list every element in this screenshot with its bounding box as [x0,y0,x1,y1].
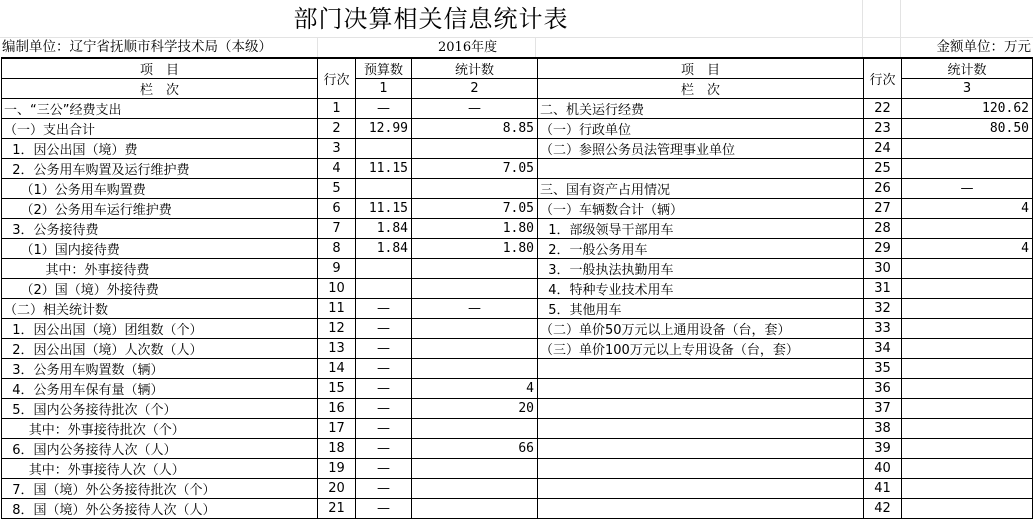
left-item-name: 1．因公出国（境）团组数（个） [2,319,318,339]
left-budget [356,139,412,159]
right-seq: 39 [864,439,902,459]
left-seq: 16 [318,399,356,419]
right-stat [902,339,1033,359]
left-budget: — [356,419,412,439]
right-seq: 28 [864,219,902,239]
left-item-name: （一）支出合计 [2,119,318,139]
left-budget [356,279,412,299]
table-row [2,359,1033,379]
table-row [2,99,1033,119]
right-item-name: 5．其他用车 [538,299,864,319]
left-item-name: （1）公务用车购置费 [2,179,318,199]
right-stat [902,459,1033,479]
right-stat: 4 [902,199,1033,219]
right-item-name [538,399,864,419]
left-stat: — [412,299,538,319]
right-seq: 35 [864,359,902,379]
right-stat [902,139,1033,159]
left-budget [356,259,412,279]
right-seq: 32 [864,299,902,319]
left-seq: 5 [318,179,356,199]
table-row [2,199,1033,219]
table-row [2,119,1033,139]
right-stat: 80.50 [902,119,1033,139]
header-row-1 [2,58,1033,79]
left-seq: 13 [318,339,356,359]
right-seq: 37 [864,399,902,419]
left-budget: — [356,299,412,319]
left-budget: 11.15 [356,199,412,219]
table-row [2,459,1033,479]
right-stat [902,359,1033,379]
left-seq: 3 [318,139,356,159]
left-item-name: 3．公务用车购置数（辆） [2,359,318,379]
left-item-name: 一、“三公”经费支出 [2,99,318,119]
right-seq: 29 [864,239,902,259]
right-seq: 41 [864,479,902,499]
right-stat [902,279,1033,299]
right-item-name: 3．一般执法执勤用车 [538,259,864,279]
table-row [2,399,1033,419]
header-column-right: 栏 次 [538,79,864,99]
right-stat [902,499,1033,519]
right-seq: 25 [864,159,902,179]
header-column: 栏 次 [2,79,318,99]
left-seq: 1 [318,99,356,119]
table-row [2,239,1033,259]
left-stat: 66 [412,439,538,459]
table-row [2,139,1033,159]
right-seq: 40 [864,459,902,479]
table-row [2,219,1033,239]
right-item-name [538,419,864,439]
left-stat: — [412,99,538,119]
right-item-name [538,479,864,499]
right-stat [902,159,1033,179]
left-stat: 4 [412,379,538,399]
right-seq: 33 [864,319,902,339]
right-seq: 23 [864,119,902,139]
gridline [317,38,318,57]
table-row [2,159,1033,179]
gridline [862,0,863,57]
left-seq: 2 [318,119,356,139]
table-row [2,279,1033,299]
left-budget: 1.84 [356,239,412,259]
table-row [2,499,1033,519]
left-item-name: 2．因公出国（境）人次数（人） [2,339,318,359]
right-item-name [538,459,864,479]
left-stat [412,279,538,299]
header-col3: 3 [902,79,1033,99]
left-stat: 1.80 [412,239,538,259]
left-seq: 19 [318,459,356,479]
left-item-name: 8．国（境）外公务接待人次（人） [2,499,318,519]
left-stat [412,359,538,379]
left-seq: 21 [318,499,356,519]
right-item-name: （一）行政单位 [538,119,864,139]
header-seq-left: 行次 [318,58,356,99]
right-stat: 4 [902,239,1033,259]
right-seq: 27 [864,199,902,219]
right-item-name: 2．一般公务用车 [538,239,864,259]
left-stat [412,179,538,199]
left-stat [412,139,538,159]
left-seq: 6 [318,199,356,219]
left-item-name: （二）相关统计数 [2,299,318,319]
left-item-name: 4．公务用车保有量（辆） [2,379,318,399]
left-seq: 20 [318,479,356,499]
left-seq: 17 [318,419,356,439]
left-stat: 1.80 [412,219,538,239]
left-stat: 7.05 [412,159,538,179]
right-seq: 24 [864,139,902,159]
left-item-name: 1．因公出国（境）费 [2,139,318,159]
header-budget: 预算数 [356,58,412,79]
left-seq: 8 [318,239,356,259]
right-stat [902,299,1033,319]
right-stat [902,439,1033,459]
right-stat [902,479,1033,499]
left-seq: 10 [318,279,356,299]
left-budget: — [356,319,412,339]
fiscal-year: 2016年度 [438,40,498,55]
header-seq-right: 行次 [864,58,902,99]
table-row [2,299,1033,319]
left-item-name: 5．国内公务接待批次（个） [2,399,318,419]
left-budget: 1.84 [356,219,412,239]
left-budget: — [356,479,412,499]
right-item-name: 4．特种专业技术用车 [538,279,864,299]
right-seq: 36 [864,379,902,399]
table-row [2,479,1033,499]
left-budget: — [356,99,412,119]
table-row [2,179,1033,199]
right-seq: 22 [864,99,902,119]
right-item-name [538,499,864,519]
right-item-name [538,379,864,399]
right-stat [902,399,1033,419]
left-stat: 8.85 [412,119,538,139]
right-stat [902,419,1033,439]
left-item-name: 其中：外事接待批次（个） [2,419,318,439]
left-seq: 15 [318,379,356,399]
left-item-name: （1）国内接待费 [2,239,318,259]
left-budget: — [356,359,412,379]
left-budget: — [356,339,412,359]
header-stat-right: 统计数 [902,58,1033,79]
right-stat [902,259,1033,279]
header-col1: 1 [356,79,412,99]
money-unit: 金额单位：万元 [936,39,1031,55]
statistics-table [1,57,1033,519]
left-budget: — [356,439,412,459]
left-stat [412,319,538,339]
header-stat-left: 统计数 [412,58,538,79]
left-stat [412,499,538,519]
right-stat [902,319,1033,339]
left-item-name: 7．国（境）外公务接待批次（个） [2,479,318,499]
gridline [900,0,901,57]
table-row [2,379,1033,399]
left-item-name: （2）国（境）外接待费 [2,279,318,299]
right-item-name: 三、国有资产占用情况 [538,179,864,199]
left-item-name: 2．公务用车购置及运行维护费 [2,159,318,179]
left-stat [412,339,538,359]
left-stat [412,259,538,279]
right-item-name: 1．部级领导干部用车 [538,219,864,239]
right-seq: 42 [864,499,902,519]
right-item-name [538,439,864,459]
left-item-name: 其中：外事接待费 [2,259,318,279]
right-item-name [538,159,864,179]
right-item-name: （二）参照公务员法管理事业单位 [538,139,864,159]
left-item-name: 其中：外事接待人次（人） [2,459,318,479]
left-budget [356,179,412,199]
right-seq: 38 [864,419,902,439]
left-stat [412,419,538,439]
right-stat: — [902,179,1033,199]
right-stat [902,219,1033,239]
header-item: 项 目 [2,58,318,79]
header-col2: 2 [412,79,538,99]
left-stat: 7.05 [412,199,538,219]
left-budget: 11.15 [356,159,412,179]
left-stat: 20 [412,399,538,419]
left-item-name: 3．公务接待费 [2,219,318,239]
table-row [2,339,1033,359]
right-item-name: （二）单价50万元以上通用设备（台，套） [538,319,864,339]
right-item-name: （一）车辆数合计（辆） [538,199,864,219]
right-seq: 34 [864,339,902,359]
right-item-name: （三）单价100万元以上专用设备（台，套） [538,339,864,359]
left-budget: — [356,459,412,479]
left-stat [412,479,538,499]
reporting-unit: 编制单位：辽宁省抚顺市科学技术局（本级） [2,39,272,55]
right-item-name: 二、机关运行经费 [538,99,864,119]
left-budget: — [356,399,412,419]
table-row [2,439,1033,459]
left-budget: — [356,499,412,519]
left-seq: 11 [318,299,356,319]
left-seq: 18 [318,439,356,459]
left-item-name: 6．国内公务接待人次（人） [2,439,318,459]
right-seq: 31 [864,279,902,299]
right-seq: 26 [864,179,902,199]
left-seq: 9 [318,259,356,279]
left-seq: 7 [318,219,356,239]
table-row [2,259,1033,279]
right-item-name [538,359,864,379]
table-row [2,419,1033,439]
right-seq: 30 [864,259,902,279]
right-stat: 120.62 [902,99,1033,119]
gridline [535,38,536,57]
page-title: 部门决算相关信息统计表 [293,5,569,33]
left-seq: 12 [318,319,356,339]
left-stat [412,459,538,479]
header-item-right: 项 目 [538,58,864,79]
left-seq: 4 [318,159,356,179]
left-budget: 12.99 [356,119,412,139]
left-budget: — [356,379,412,399]
right-stat [902,379,1033,399]
table-row [2,319,1033,339]
left-seq: 14 [318,359,356,379]
left-item-name: （2）公务用车运行维护费 [2,199,318,219]
